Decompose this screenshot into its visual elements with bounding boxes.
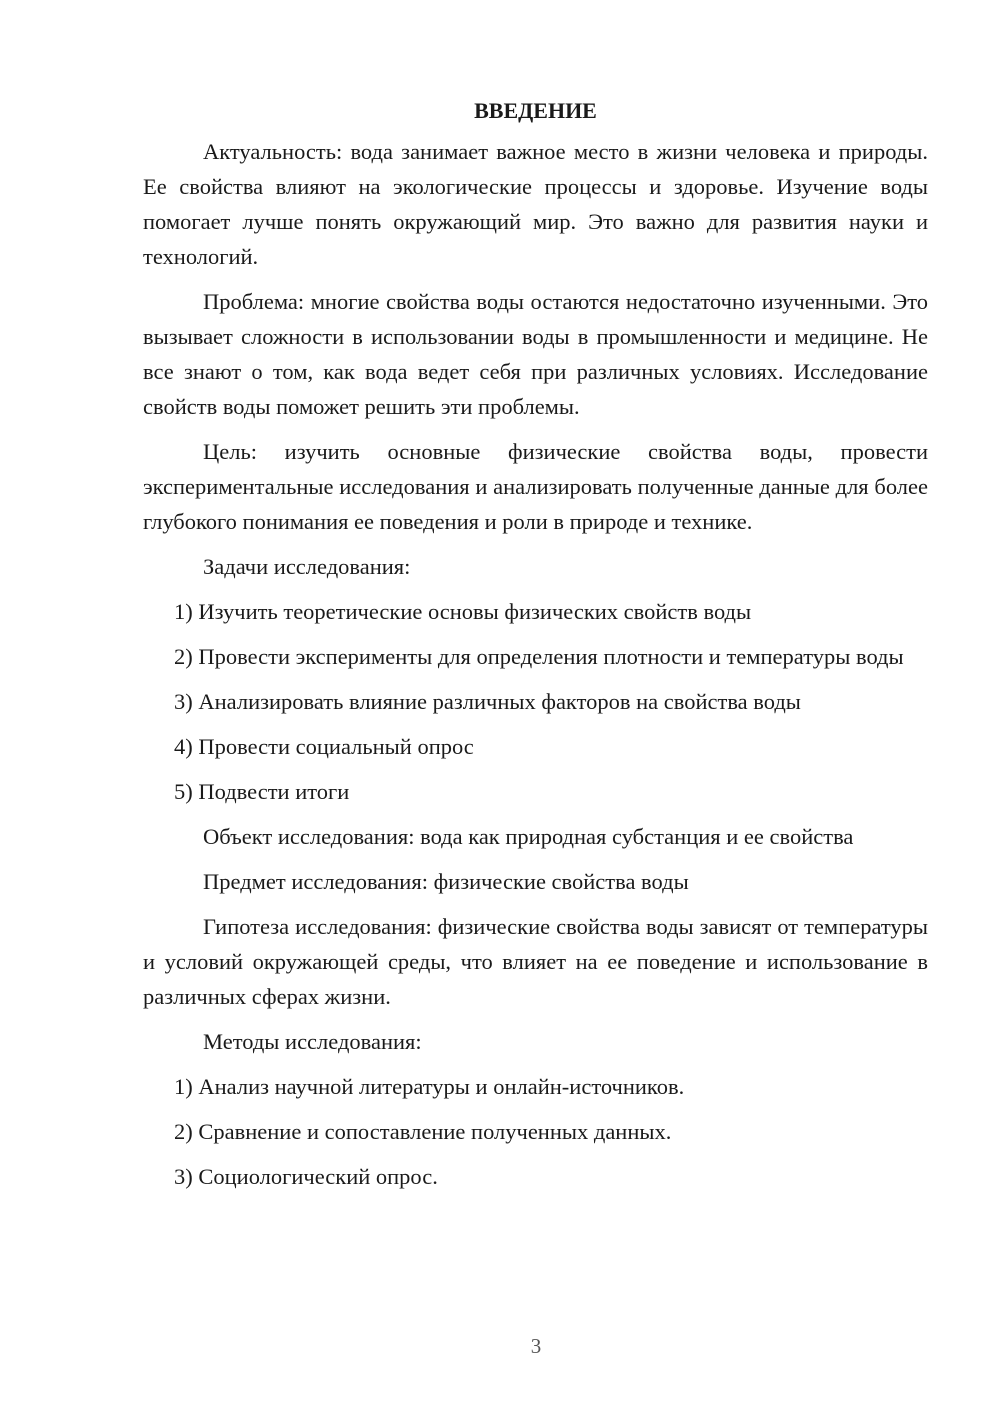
page-number: 3 xyxy=(530,1334,542,1358)
methods-heading: Методы исследования: xyxy=(203,1029,422,1054)
method-item: 3) Социологический опрос. xyxy=(174,1164,438,1189)
subject-line: Предмет исследования: физические свойства воды xyxy=(203,869,689,894)
relevance-paragraph: Актуальность: вода занимает важное место в жизни человека и природы. Ее свойства влияют на экологические процессы и здоровье. Изучение воды помогает лучше понять окружающий мир. Это важно для развития науки и технологий. xyxy=(143,139,928,269)
section-title: ВВЕДЕНИЕ xyxy=(474,98,597,123)
problem-paragraph: Проблема: многие свойства воды остаются недостаточно изученными. Это вызывает сложности в использовании воды в промышленности и медицине. Не все знают о том, как вода ведет себя при различных условиях. Исследование свойств воды поможет решить эти проблемы. xyxy=(143,289,928,419)
goal-paragraph: Цель: изучить основные физические свойства воды, провести экспериментальные исследования и анализировать полученные данные для более глубокого понимания ее поведения и роли в природе и технике. xyxy=(143,439,928,534)
object-line: Объект исследования: вода как природная субстанция и ее свойства xyxy=(203,824,854,849)
task-item: 4) Провести социальный опрос xyxy=(174,734,474,759)
page-content xyxy=(143,93,928,1204)
hypothesis-paragraph: Гипотеза исследования: физические свойства воды зависят от температуры и условий окружающей среды, что влияет на ее поведение и использование в различных сферах жизни. xyxy=(143,914,928,1009)
task-item: 5) Подвести итоги xyxy=(174,779,350,804)
tasks-heading: Задачи исследования: xyxy=(203,554,411,579)
task-item: 3) Анализировать влияние различных факторов на свойства воды xyxy=(174,689,801,714)
task-item: 2) Провести эксперименты для определения плотности и температуры воды xyxy=(174,644,904,669)
task-item: 1) Изучить теоретические основы физических свойств воды xyxy=(174,599,752,624)
method-item: 2) Сравнение и сопоставление полученных данных. xyxy=(174,1119,672,1144)
method-item: 1) Анализ научной литературы и онлайн-источников. xyxy=(174,1074,685,1099)
